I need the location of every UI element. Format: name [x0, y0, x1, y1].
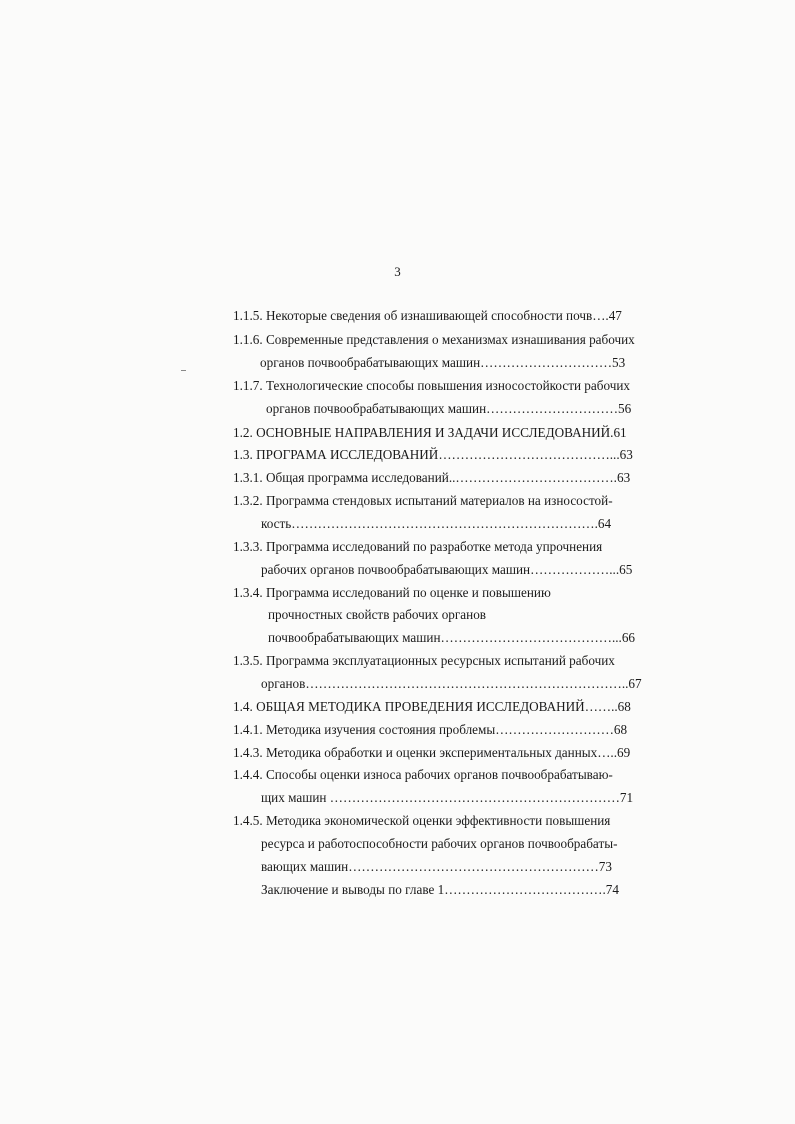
toc-entry: 1.4.1. Методика изучения состояния проблемы………………………68	[233, 722, 628, 737]
toc-entry: органов………………………………………………………………..67	[261, 676, 642, 691]
toc-entry: 1.3.1. Общая программа исследований..……………………………….63	[233, 470, 631, 485]
toc-entry: ресурса и работоспособности рабочих органов почвообрабаты-	[261, 836, 618, 851]
toc-entry: 1.3.4. Программа исследований по оценке и повышению	[233, 585, 551, 600]
toc-entry: рабочих органов почвообрабатывающих машин………………...65	[261, 562, 633, 577]
toc-entry: 1.1.6. Современные представления о механизмах изнашивания рабочих	[233, 332, 635, 347]
toc-entry: 1.1.5. Некоторые сведения об изнашивающей способности почв….47	[233, 308, 622, 323]
toc-entry: 1.4.4. Способы оценки износа рабочих органов почвообрабатываю-	[233, 767, 613, 782]
toc-entry: вающих машин…………………………………………………73	[261, 859, 612, 874]
toc-entry: органов почвообрабатывающих машин…………………………53	[260, 355, 626, 370]
toc-entry: 1.4.5. Методика экономической оценки эффективности повышения	[233, 813, 611, 828]
toc-entry: органов почвообрабатывающих машин…………………………56	[266, 401, 632, 416]
toc-entry: 1.3.2. Программа стендовых испытаний материалов на износостой-	[233, 493, 613, 508]
toc-entry: 1.2. ОСНОВНЫЕ НАПРАВЛЕНИЯ И ЗАДАЧИ ИССЛЕДОВАНИЙ.61	[233, 425, 627, 440]
toc-entry: Заключение и выводы по главе 1……………………………….74	[261, 882, 619, 897]
toc-entry: 1.3. ПРОГРАМА ИССЛЕДОВАНИЙ…………………………………...63	[233, 447, 633, 462]
toc-entry: 1.1.7. Технологические способы повышения износостойкости рабочих	[233, 378, 631, 393]
toc-entry: 1.3.3. Программа исследований по разработке метода упрочнения	[233, 539, 603, 554]
toc-entry: щих машин …………………………………………………………71	[261, 790, 634, 805]
toc-entry: почвообрабатывающих машин…………………………………...66	[268, 630, 636, 645]
toc-entry: 1.4.3. Методика обработки и оценки экспериментальных данных…..69	[233, 745, 631, 760]
toc-entry: 1.3.5. Программа эксплуатационных ресурсных испытаний рабочих	[233, 653, 615, 668]
toc-entry: кость…………………………………………………………….64	[261, 516, 612, 531]
page-number: 3	[394, 264, 401, 279]
toc-entry: 1.4. ОБЩАЯ МЕТОДИКА ПРОВЕДЕНИЯ ИССЛЕДОВАНИЙ……..68	[233, 699, 631, 714]
toc-entry: прочностных свойств рабочих органов	[268, 607, 487, 622]
